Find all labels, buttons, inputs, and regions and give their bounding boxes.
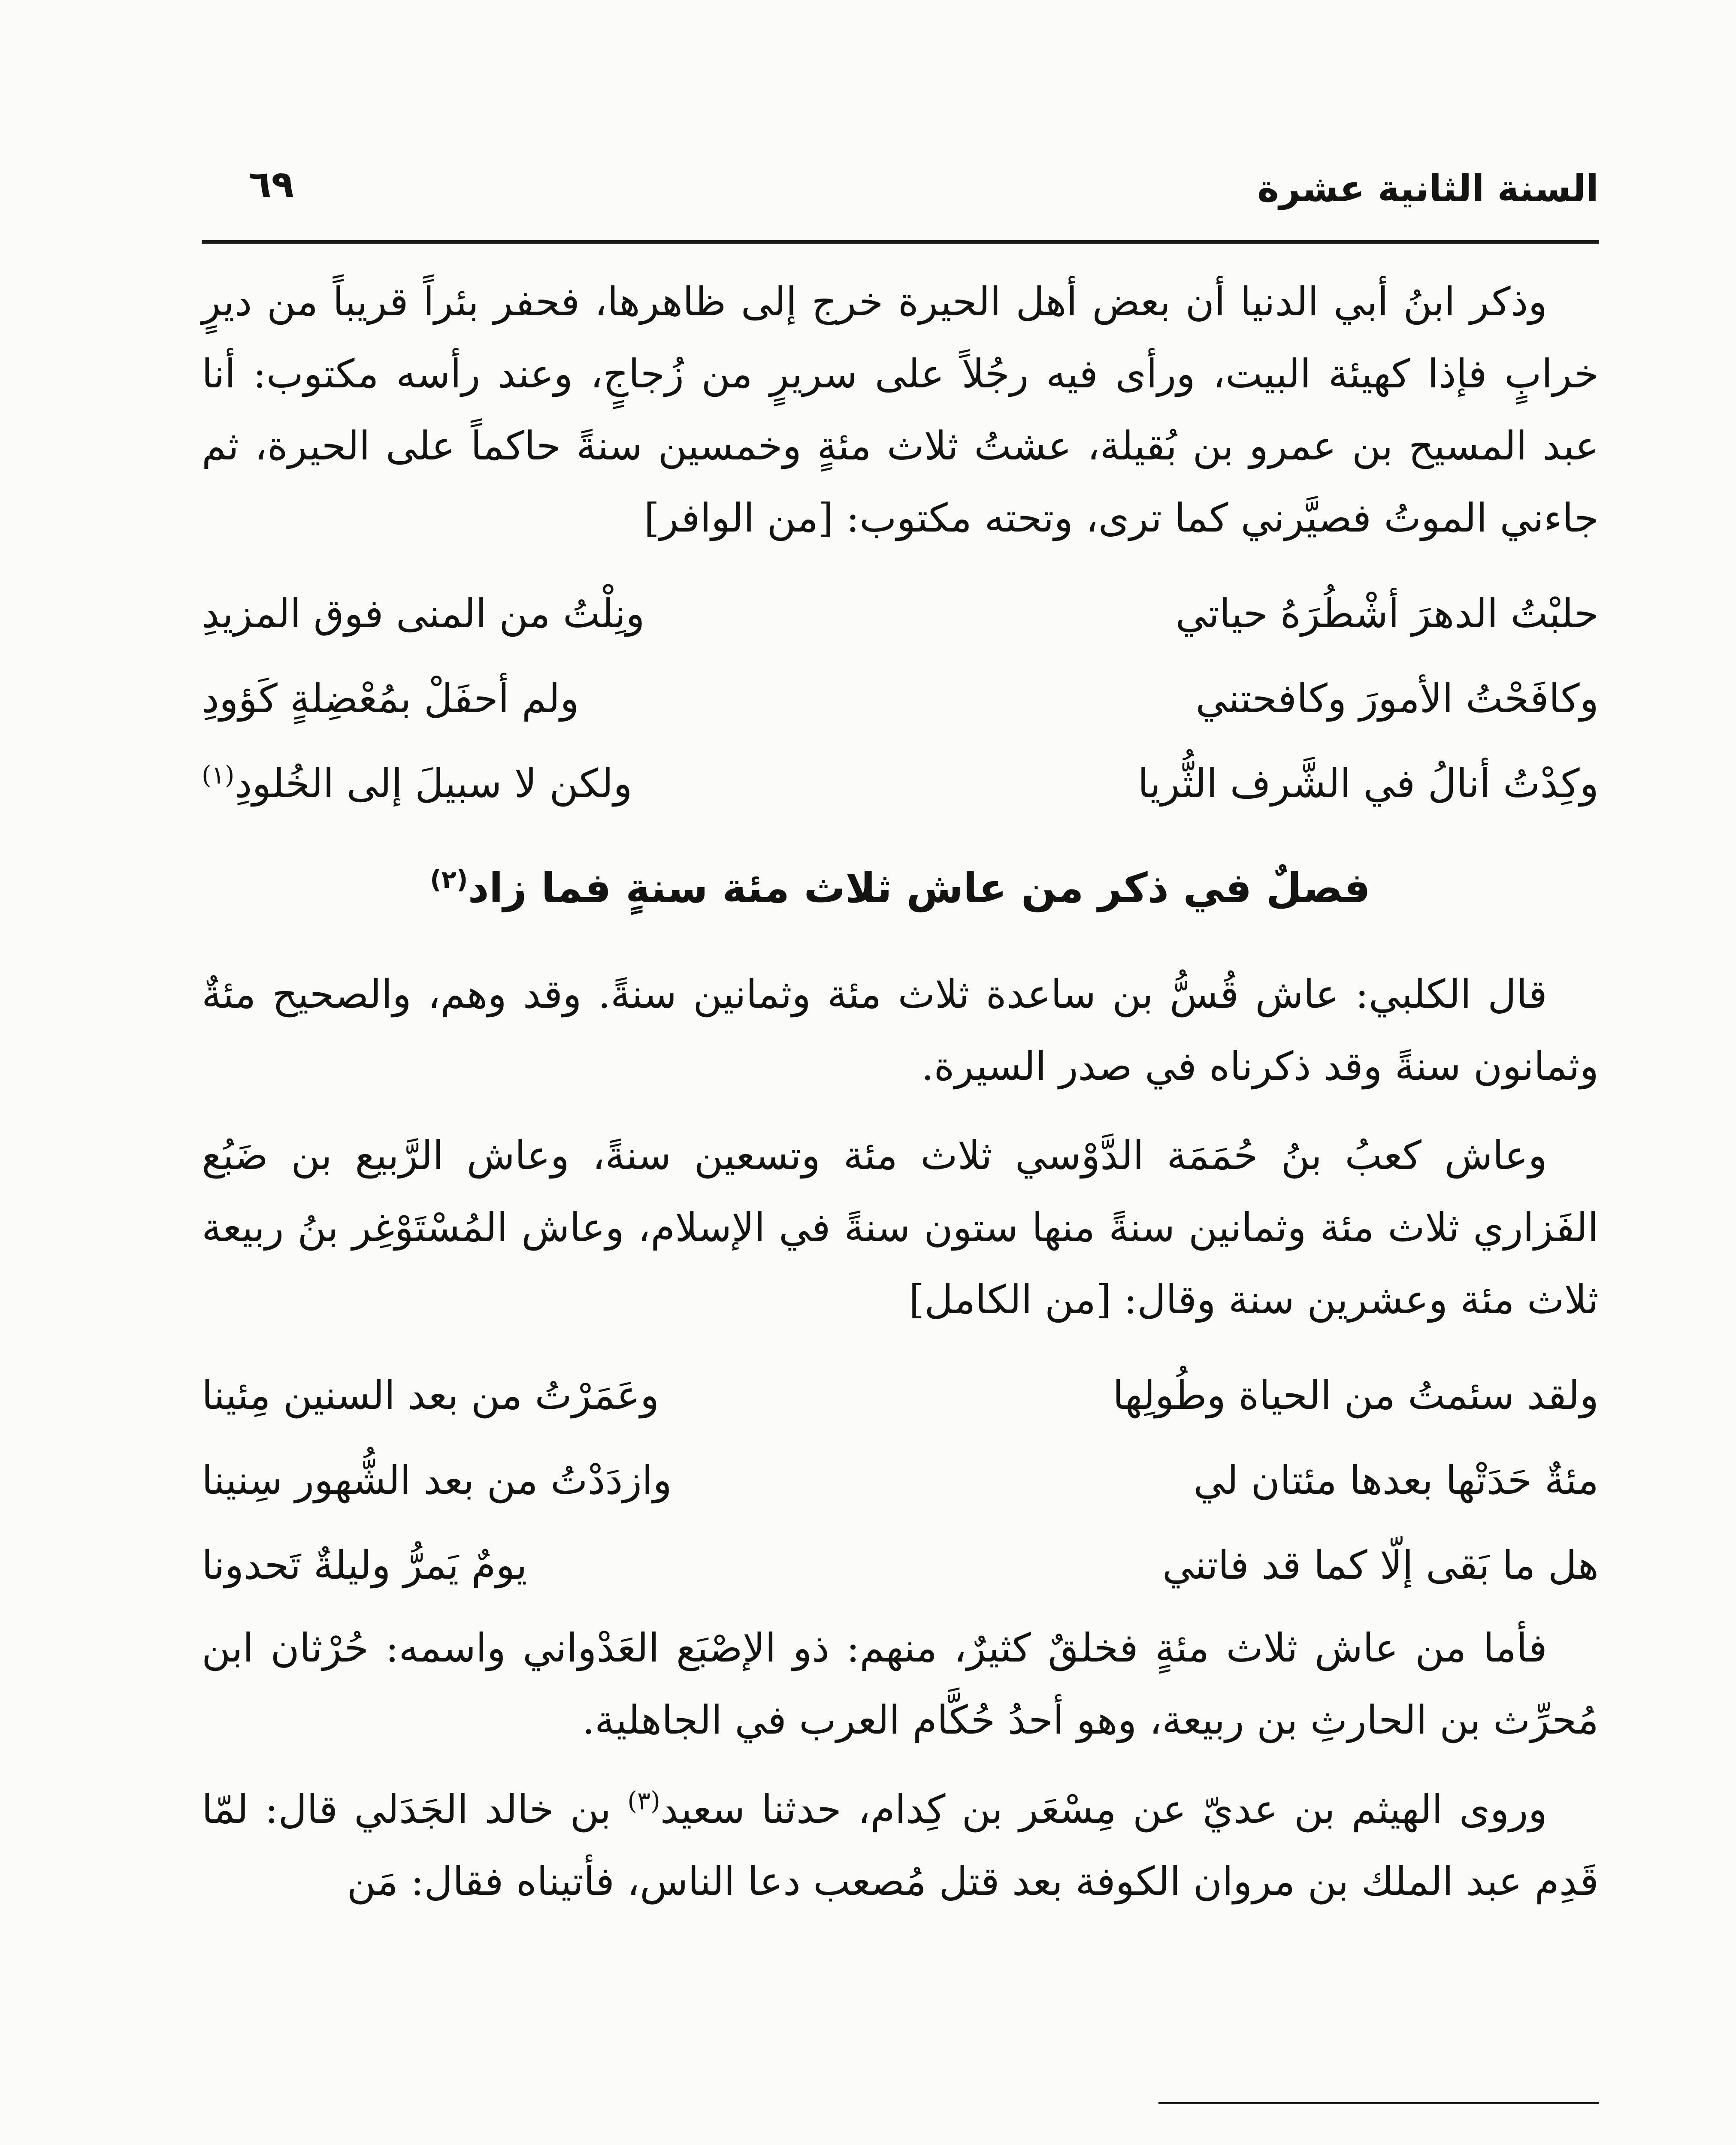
verse-line	[202, 656, 1599, 741]
paragraph-4: فأما من عاش ثلاث مئةٍ فخلقٌ كثيرٌ، منهم: ذو الإصْبَع العَدْواني واسمه: حُرْثان ابن مُحرِّث بن الحارثِ بن ربيعة، وهو أحدُ حُكَّام العرب في الجاهلية.	[202, 1625, 1599, 1743]
verse-hemistich-second	[202, 748, 858, 820]
verse-hemistich-second: يومٌ يَمرُّ وليلةٌ تَحدونا	[202, 1542, 527, 1588]
footnote-divider	[1158, 2102, 1599, 2104]
footnote-marker: (٢)	[430, 865, 468, 894]
footnote-marker: (٣)	[627, 1786, 660, 1816]
page-number: ٦٩	[249, 163, 294, 206]
verse-line	[202, 741, 1599, 826]
verse-hemistich-second: ونِلْتُ من المنى فوق المزيدِ	[202, 591, 645, 637]
verse-hemistich-first: حلبْتُ الدهرَ أشْطُرَهُ حياتي	[1175, 591, 1599, 637]
verse-hemistich-first: هل ما بَقى إلّا كما قد فاتني	[1162, 1542, 1599, 1588]
verse-hemistich-second: وعَمَرْتُ من بعد السنين مِئينا	[202, 1372, 659, 1418]
poem-2	[202, 1353, 1599, 1608]
main-text	[202, 266, 1599, 1918]
verse-line	[202, 1523, 1599, 1608]
poem-1	[202, 571, 1599, 826]
section-title-text: فصلٌ في ذكر من عاش ثلاث مئة سنةٍ فما زاد	[468, 864, 1370, 912]
verse-line	[202, 1353, 1599, 1438]
paragraph-5-text-cont: بن خالد الجَدَلي قال: لمّا قَدِم عبد الملك بن مروان الكوفة بعد قتل مُصعب دعا الناس، فأتيناه فقال: مَن	[202, 1786, 1599, 1904]
paragraph-5-text: وروى الهيثم بن عديّ عن مِسْعَر بن كِدام، حدثنا سعيد	[660, 1786, 1547, 1832]
verse-hemistich-second: وازدَدْتُ من بعد الشُّهور سِنينا	[202, 1457, 672, 1503]
paragraph-3: وعاش كعبُ بنُ حُمَمَة الدَّوْسي ثلاث مئة وتسعين سنةً، وعاش الرَّبيع بن ضَبُع الفَزاري ثلاث مئة وثمانين سنةً منها ستون سنةً في الإسلام، وعاش المُسْتَوْغِر بنُ ربيعة ثلاث مئة وعشرين سنة وقال: [من الكامل]	[202, 1133, 1599, 1323]
verse-line	[202, 1438, 1599, 1523]
running-title: السنة الثانية عشرة	[1257, 167, 1599, 210]
paragraph-2: قال الكلبي: عاش قُسُّ بن ساعدة ثلاث مئة وثمانين سنةً. وقد وهم، والصحيح مئةٌ وثمانون سنةً وقد ذكرناه في صدر السيرة.	[202, 971, 1599, 1089]
verse-hemistich-second: ولم أحفَلْ بمُعْضِلةٍ كَؤودِ	[202, 676, 579, 722]
footnote-marker: (١)	[202, 760, 235, 790]
section-title	[202, 852, 1599, 924]
paragraph-1: وذكر ابنُ أبي الدنيا أن بعض أهل الحيرة خرج إلى ظاهرها، فحفر بئراً قريباً من ديرٍ خرابٍ فإذا كهيئة البيت، ورأى فيه رجُلاً على سريرٍ من زُجاجٍ، وعند رأسه مكتوب: أنا عبد المسيح بن عمرو بن بُقيلة، عشتُ ثلاث مئةٍ وخمسين سنةً حاكماً على الحيرة، ثم جاءني الموتُ فصيَّرني كما ترى، وتحته مكتوب: [من الوافر]	[202, 279, 1599, 541]
paragraph-5	[202, 1773, 1599, 1918]
verse-text: ولكن لا سبيلَ إلى الخُلودِ	[234, 761, 632, 807]
verse-hemistich-first: مئةٌ حَدَتْها بعدها مئتان لي	[1193, 1457, 1599, 1503]
verse-line	[202, 571, 1599, 656]
verse-hemistich-first: وكافَحْتُ الأمورَ وكافحتني	[1195, 676, 1599, 722]
verse-hemistich-first: وكِدْتُ أنالُ في الشَّرف الثُّريا	[1137, 761, 1599, 807]
page-header	[202, 154, 1599, 244]
verse-hemistich-first: ولقد سئمتُ من الحياة وطُولِها	[1113, 1372, 1599, 1418]
